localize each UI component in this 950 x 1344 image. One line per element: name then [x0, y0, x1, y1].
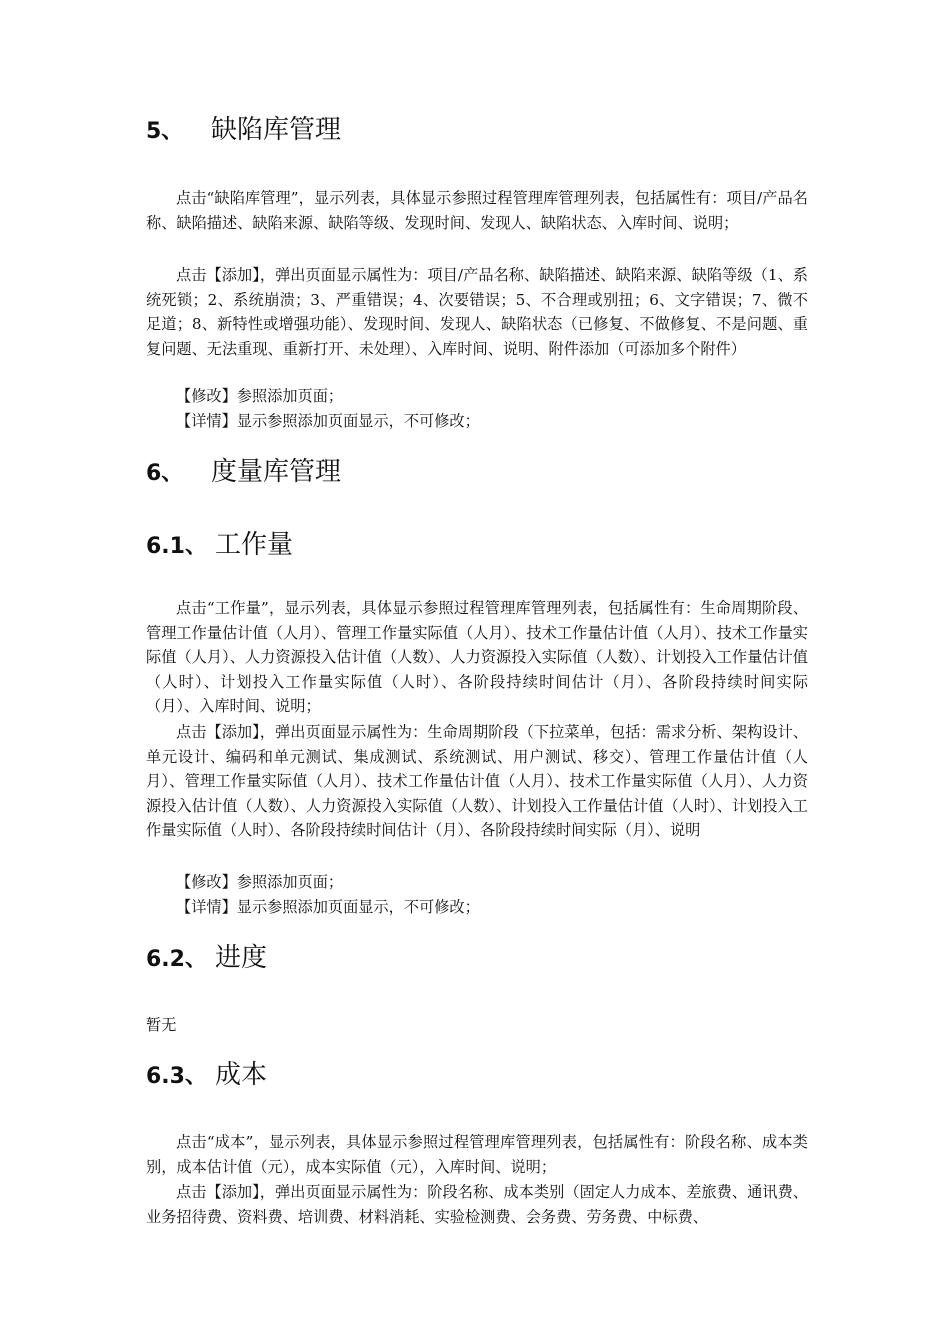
paragraph-defect-add: 点击【添加】，弹出页面显示属性为：项目/产品名称、缺陷描述、缺陷来源、缺陷等级（1、系统死锁；2、系统崩溃；3、严重错误；4、次要错误；5、不合理或别扭；6、文字错误；7、微不足道；8、新特性或增强功能）、发现时间、发现人、缺陷状态（已修复、不做修复、不是问题、重复问题、无法重现、重新打开、未处理）、入库时间、说明、附件添加（可添加多个附件） [146, 266, 808, 358]
paragraph-workload-list: 点击“工作量”，显示列表，具体显示参照过程管理库管理列表，包括属性有：生命周期阶段、管理工作量估计值（人月）、管理工作量实际值（人月）、技术工作量估计值（人月）、技术工作量实际值（人月）、人力资源投入估计值（人数）、人力资源投入实际值（人数）、计划投入工作量估计值（人时）、计划投入工作量实际值（人时）、各阶段持续时间估计（月）、各阶段持续时间实际（月）、入库时间、说明； [146, 599, 808, 715]
paragraph-workload-add: 点击【添加】，弹出页面显示属性为：生命周期阶段（下拉菜单，包括：需求分析、架构设计、单元设计、编码和单元测试、集成测试、系统测试、用户测试、移交）、管理工作量估计值（人月）、管理工作量实际值（人月）、技术工作量估计值（人月）、技术工作量实际值（人月）、人力资源投入估计值（人数）、人力资源投入实际值（人数）、计划投入工作量估计值（人时）、计划投入工作量实际值（人时）、各阶段持续时间估计（月）、各阶段持续时间实际（月）、说明 [146, 723, 808, 839]
section-title: 度量库管理 [211, 457, 342, 487]
paragraph-defect-detail: 【详情】显示参照添加页面显示，不可修改； [176, 412, 480, 430]
section-6-3-heading [146, 1059, 268, 1093]
paragraph-defect-edit: 【修改】参照添加页面； [176, 387, 344, 405]
paragraph-cost-list: 点击“成本”，显示列表，具体显示参照过程管理库管理列表，包括属性有：阶段名称、成本类别，成本估计值（元），成本实际值（元），入库时间、说明； [146, 1133, 808, 1176]
section-6-1-heading [146, 529, 294, 563]
section-5-heading [146, 114, 342, 148]
section-title: 工作量 [215, 530, 294, 560]
paragraph-progress-none: 暂无 [146, 1016, 177, 1034]
paragraph-workload-detail: 【详情】显示参照添加页面显示，不可修改； [176, 898, 480, 916]
section-number: 5、 [146, 119, 184, 144]
section-number: 6.1、 [146, 534, 207, 559]
section-6-2-heading [146, 942, 268, 976]
section-title: 缺陷库管理 [211, 115, 342, 145]
paragraph-workload-edit: 【修改】参照添加页面； [176, 873, 344, 891]
section-title: 进度 [215, 943, 268, 973]
section-title: 成本 [215, 1060, 268, 1090]
section-number: 6.3、 [146, 1064, 207, 1089]
paragraph-cost-add: 点击【添加】，弹出页面显示属性为：阶段名称、成本类别（固定人力成本、差旅费、通讯费、业务招待费、资料费、培训费、材料消耗、实验检测费、会务费、劳务费、中标费、 [146, 1183, 808, 1226]
section-number: 6.2、 [146, 947, 207, 972]
paragraph-defect-list: 点击“缺陷库管理”，显示列表，具体显示参照过程管理库管理列表，包括属性有：项目/产品名称、缺陷描述、缺陷来源、缺陷等级、发现时间、发现人、缺陷状态、入库时间、说明； [146, 189, 808, 232]
section-6-heading [146, 456, 342, 490]
section-number: 6、 [146, 461, 184, 486]
